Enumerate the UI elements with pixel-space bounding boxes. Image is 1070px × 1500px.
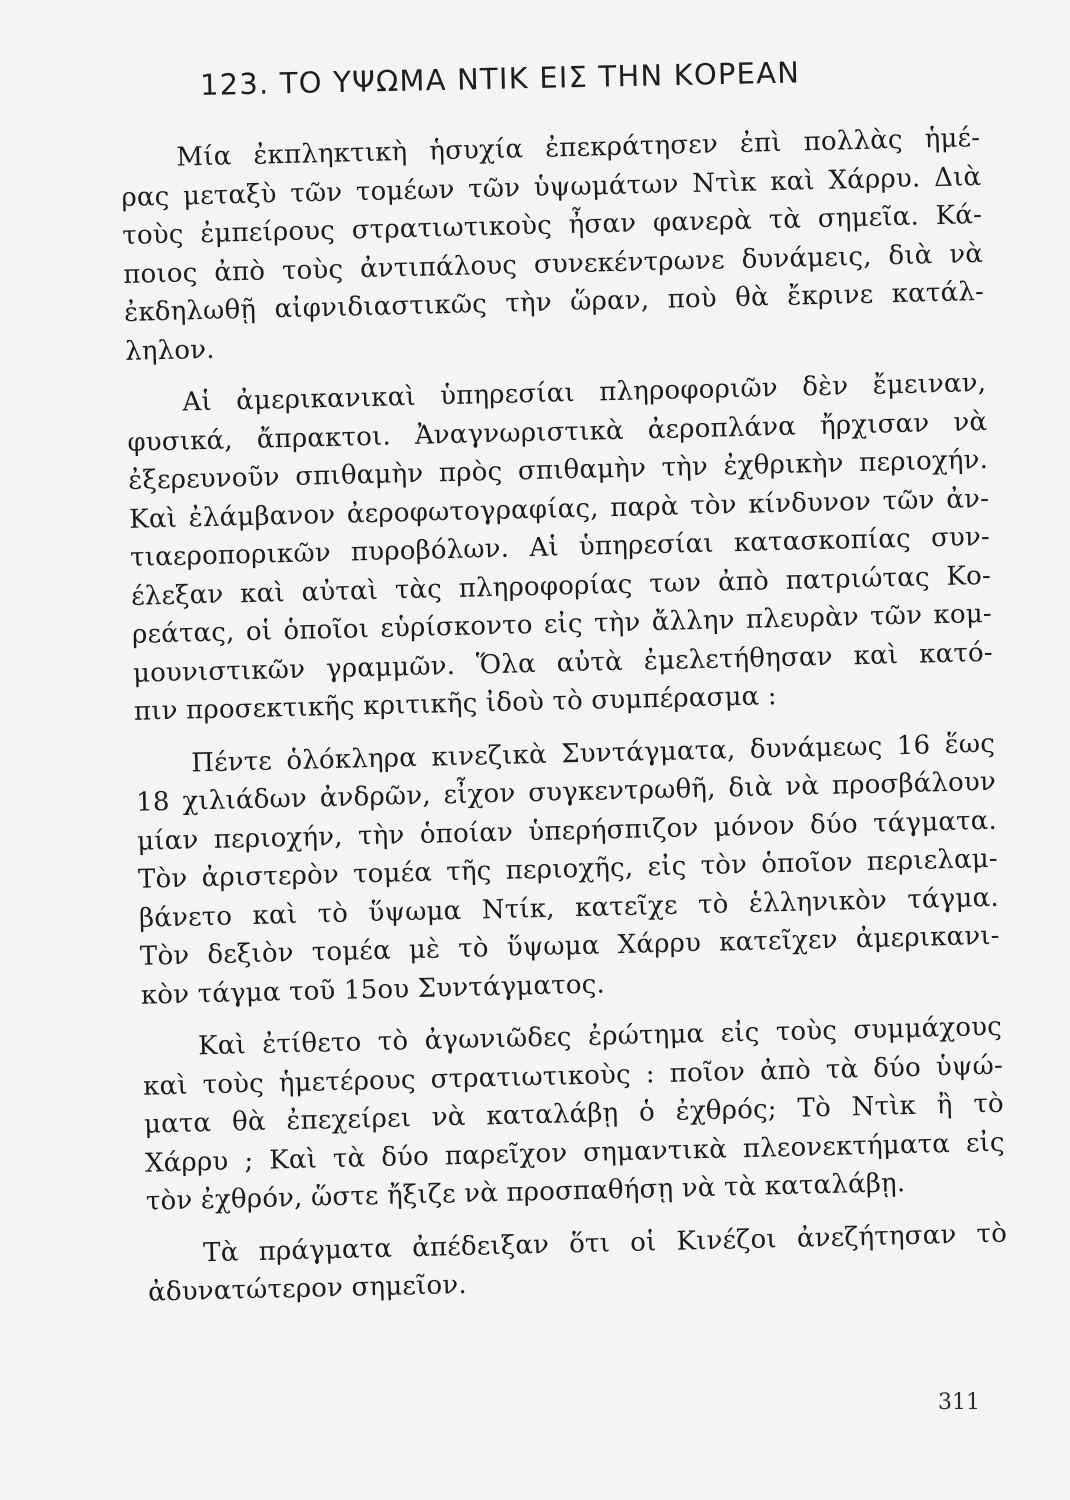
text-line: μίαν περιοχήν, τὴν ὁποίαν ὑπερήσπιζον μόνον δύο τάγματα. — [136, 805, 998, 857]
text-line: κὸν τάγμα τοῦ 15ου Συντάγματος. — [140, 968, 606, 1011]
text-line: ποιος ἀπὸ τοὺς ἀντιπάλους συνεκέντρωνε δυνάμεις, διὰ νὰ — [122, 238, 984, 290]
text-line: Τὸν ἀριστερὸν τομέα τῆς περιοχῆς, εἰς τὸν ὁποῖον περιελαμ- — [137, 843, 999, 895]
text-line: Μία ἐκπληκτικὴ ἡσυχία ἐπεκράτησεν ἐπὶ πολλὰς ἡμέ- — [176, 122, 981, 173]
paragraph-3 — [135, 724, 1001, 1014]
text-line: ἀδυνατώτερον σημεῖον. — [147, 1269, 468, 1308]
text-line: ληλον. — [124, 334, 215, 367]
text-line: Καὶ ἐλάμβανον ἀεροφωτογραφίας, παρὰ τὸν κίνδυνον τῶν ἀν- — [128, 483, 990, 535]
text-line: πιν προσεκτικῆς κριτικῆς ἰδοὺ τὸ συμπέρασμα : — [133, 681, 778, 727]
text-line: τιαεροπορικῶν πυροβόλων. Αἱ ὑπηρεσίαι κατασκοπίας συν- — [129, 521, 991, 573]
paragraph-2 — [126, 364, 994, 731]
text-line: ἐξερευνοῦν σπιθαμὴν πρὸς σπιθαμὴν τὴν ἐχθρικὴν περιοχήν. — [127, 444, 989, 496]
text-line: έλεξαν καὶ αὐταὶ τὰς πληροφορίας των ἀπὸ πατριώτας Κο- — [130, 560, 992, 612]
paragraph-1 — [120, 119, 985, 371]
text-line: ρεάτας, οἱ ὁποῖοι εὑρίσκοντο εἰς τὴν ἄλλην πλευρὰν τῶν κομ- — [131, 598, 993, 650]
text-line: φυσικά, ἄπρακτοι. Ἀναγνωριστικὰ ἀεροπλάνα ἤρχισαν νὰ — [127, 406, 988, 458]
paragraph-4 — [142, 1008, 1006, 1221]
text-line: ματα θὰ ἐπεχείρει νὰ καταλάβῃ ὁ ἐχθρός; Τὸ Ντὶκ ἢ τὸ — [143, 1088, 1005, 1140]
text-line: τὸν ἐχθρόν, ὥστε ἤξιζε νὰ προσπαθήσῃ νὰ τὰ καταλάβῃ. — [145, 1168, 906, 1217]
text-line: Καὶ ἐτίθετο τὸ ἀγωνιῶδες ἐρώτημα εἰς τοὺς συμμάχους — [197, 1011, 1003, 1062]
paragraph-5 — [147, 1214, 1009, 1312]
text-line: Τὰ πράγματα ἀπέδειξαν ὅτι οἱ Κινέζοι ἀνεζήτησαν τὸ — [202, 1218, 1008, 1268]
text-line: ρας μεταξὺ τῶν τομέων τῶν ὑψωμάτων Ντὶκ καὶ Χάρρυ. Διὰ — [121, 161, 982, 213]
text-line: βάνετο καὶ τὸ ὕψωμα Ντίκ, κατεῖχε τὸ ἑλληνικὸν τάγμα. — [138, 882, 1000, 934]
body-text — [120, 119, 1009, 1326]
text-line: καὶ τοὺς ἡμετέρους στρατιωτικοὺς : ποῖον ἀπὸ τὰ δύο ὑψώ- — [142, 1050, 1004, 1102]
chapter-title: 123. ΤΟ ΥΨΩΜΑ ΝΤΙΚ ΕΙΣ ΤΗΝ ΚΟΡΕΑΝ — [199, 55, 801, 102]
text-line: τοὺς ἐμπείρους στρατιωτικοὺς ἦσαν φανερὰ τὰ σημεῖα. Κά- — [121, 199, 983, 251]
text-line: Τὸν δεξιὸν τομέα μὲ τὸ ὕψωμα Χάρρυ κατεῖχεν ἀμερικανι- — [139, 920, 1001, 972]
text-line: Χάρρυ ; Καὶ τὰ δύο παρεῖχον σημαντικὰ πλεονεκτήματα εἰς — [144, 1127, 1006, 1179]
text-line: Πέντε ὁλόκληρα κινεζικὰ Συντάγματα, δυνάμεως 16 ἕως — [190, 728, 996, 778]
page-number: 311 — [938, 1390, 980, 1415]
text-line: μουνιστικῶν γραμμῶν. Ὅλα αὐτὰ ἐμελετήθησαν καὶ κατό- — [132, 637, 994, 689]
text-line: Αἱ ἀμερικανικαὶ ὑπηρεσίαι πληροφοριῶν δὲν ἔμειναν, — [182, 367, 987, 418]
text-line: ἐκδηλωθῇ αἰφνιδιαστικῶς τὴν ὥραν, ποὺ θὰ ἔκρινε κατάλ- — [123, 276, 985, 328]
text-line: 18 χιλιάδων ἀνδρῶν, εἶχον συγκεντρωθῆ, διὰ νὰ προσβάλουν — [135, 766, 997, 818]
